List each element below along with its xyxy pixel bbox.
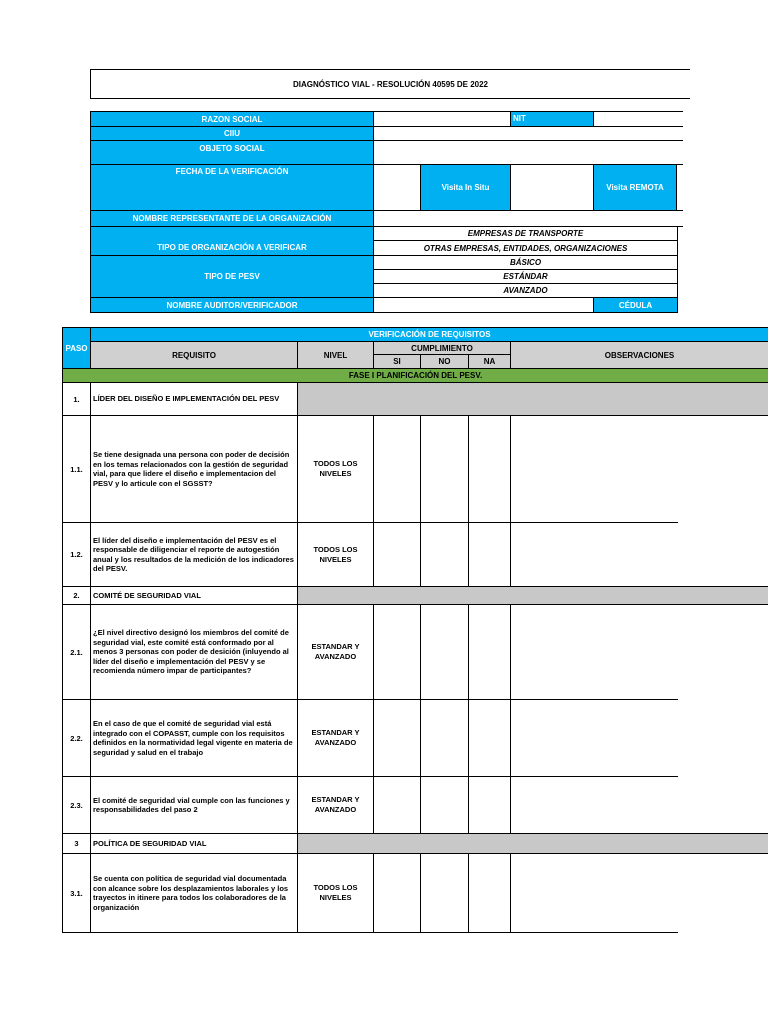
requisito-text: Se cuenta con política de seguridad vial documentada con alcance sobre los desplazamientos laborales y los trayectos in itinere para todos los colaboradores de la organización xyxy=(90,853,298,933)
requisito-header: REQUISITO xyxy=(90,341,298,369)
fase-banner: FASE I PLANIFICACIÓN DEL PESV. xyxy=(62,368,768,383)
nivel-header: NIVEL xyxy=(297,341,374,369)
observaciones-header: OBSERVACIONES xyxy=(510,341,768,369)
nivel-cell: TODOS LOS NIVELES xyxy=(297,853,374,933)
cumplimiento-header: CUMPLIMIENTO xyxy=(373,341,511,355)
no-cell[interactable] xyxy=(420,853,469,933)
representante-label: NOMBRE REPRESENTANTE DE LA ORGANIZACIÓN xyxy=(90,210,374,227)
na-cell[interactable] xyxy=(468,853,511,933)
si-cell[interactable] xyxy=(373,853,421,933)
requisito-text: Se tiene designada una persona con poder de decisión en los temas relacionados con la gestión de seguridad vial, para que lidere el diseño e implementacion del PESV y lo articule con el SGSST? xyxy=(90,415,298,523)
paso-header: PASO xyxy=(62,327,91,369)
section-number: 1. xyxy=(62,382,91,416)
no-header: NO xyxy=(420,354,469,369)
pesv-option-estandar[interactable]: ESTÁNDAR xyxy=(373,269,678,284)
section-shade xyxy=(297,586,768,605)
fecha-field[interactable] xyxy=(373,164,421,211)
section-shade xyxy=(297,382,768,416)
observaciones-cell[interactable] xyxy=(510,522,678,587)
razon-social-field[interactable] xyxy=(373,111,511,127)
section-title: LÍDER DEL DISEÑO E IMPLEMENTACIÓN DEL PESV xyxy=(90,382,298,416)
observaciones-cell[interactable] xyxy=(510,415,678,523)
si-cell[interactable] xyxy=(373,522,421,587)
no-cell[interactable] xyxy=(420,699,469,777)
ciiu-label: CIIU xyxy=(90,126,374,141)
auditor-field[interactable] xyxy=(373,297,594,313)
observaciones-cell[interactable] xyxy=(510,604,678,700)
si-cell[interactable] xyxy=(373,415,421,523)
nivel-cell: ESTANDAR Y AVANZADO xyxy=(297,776,374,834)
requisito-text: El líder del diseño e implementación del PESV es el responsable de diligenciar el reporte de autogestión anual y los resultados de la medición de los indicadores del PESV. xyxy=(90,522,298,587)
na-cell[interactable] xyxy=(468,604,511,700)
section-number: 2. xyxy=(62,586,91,605)
nivel-cell: TODOS LOS NIVELES xyxy=(297,522,374,587)
tipo-organizacion-label: TIPO DE ORGANIZACIÓN A VERIFICAR xyxy=(90,226,374,256)
visita-remota-label: Visita REMOTA xyxy=(593,164,677,211)
si-cell[interactable] xyxy=(373,699,421,777)
nivel-cell: ESTANDAR Y AVANZADO xyxy=(297,699,374,777)
no-cell[interactable] xyxy=(420,776,469,834)
observaciones-cell[interactable] xyxy=(510,699,678,777)
visita-in-situ-field[interactable] xyxy=(510,164,594,211)
verificacion-header: VERIFICACIÓN DE REQUISITOS xyxy=(90,327,768,342)
nivel-cell: TODOS LOS NIVELES xyxy=(297,415,374,523)
na-cell[interactable] xyxy=(468,776,511,834)
no-cell[interactable] xyxy=(420,415,469,523)
row-number: 1.2. xyxy=(62,522,91,587)
no-cell[interactable] xyxy=(420,522,469,587)
nit-label: NIT xyxy=(510,111,594,127)
nivel-cell: ESTANDAR Y AVANZADO xyxy=(297,604,374,700)
na-header: NA xyxy=(468,354,511,369)
na-cell[interactable] xyxy=(468,522,511,587)
row-number: 2.1. xyxy=(62,604,91,700)
visita-in-situ-label: Visita In Situ xyxy=(420,164,511,211)
representante-field[interactable] xyxy=(373,210,683,227)
pesv-option-basico[interactable]: BÁSICO xyxy=(373,255,678,270)
si-cell[interactable] xyxy=(373,776,421,834)
fecha-label: FECHA DE LA VERIFICACIÓN xyxy=(90,164,374,211)
requisito-text: En el caso de que el comité de seguridad vial está integrado con el COPASST, cumple con los requisitos definidos en la normatividad legal vigente en materia de seguridad y salud en el trabajo xyxy=(90,699,298,777)
row-number: 2.3. xyxy=(62,776,91,834)
tipo-pesv-label: TIPO DE PESV xyxy=(90,255,374,298)
na-cell[interactable] xyxy=(468,699,511,777)
objeto-social-field[interactable] xyxy=(373,140,683,165)
section-shade xyxy=(297,833,768,854)
observaciones-cell[interactable] xyxy=(510,853,678,933)
org-option-otras[interactable]: OTRAS EMPRESAS, ENTIDADES, ORGANIZACIONES xyxy=(373,240,678,256)
si-cell[interactable] xyxy=(373,604,421,700)
section-title: COMITÉ DE SEGURIDAD VIAL xyxy=(90,586,298,605)
no-cell[interactable] xyxy=(420,604,469,700)
section-title: POLÍTICA DE SEGURIDAD VIAL xyxy=(90,833,298,854)
document-title: DIAGNÓSTICO VIAL - RESOLUCIÓN 40595 DE 2022 xyxy=(90,69,690,99)
objeto-social-label: OBJETO SOCIAL xyxy=(90,140,374,165)
org-option-transporte[interactable]: EMPRESAS DE TRANSPORTE xyxy=(373,226,678,241)
section-number: 3 xyxy=(62,833,91,854)
row-number: 2.2. xyxy=(62,699,91,777)
na-cell[interactable] xyxy=(468,415,511,523)
ciiu-field[interactable] xyxy=(373,126,683,141)
observaciones-cell[interactable] xyxy=(510,776,678,834)
requisito-text: El comité de seguridad vial cumple con las funciones y responsabilidades del paso 2 xyxy=(90,776,298,834)
si-header: SI xyxy=(373,354,421,369)
pesv-option-avanzado[interactable]: AVANZADO xyxy=(373,283,678,298)
row-number: 3.1. xyxy=(62,853,91,933)
nit-field[interactable] xyxy=(593,111,683,127)
razon-social-label: RAZON SOCIAL xyxy=(90,111,374,127)
auditor-label: NOMBRE AUDITOR/VERIFICADOR xyxy=(90,297,374,313)
cedula-label: CÉDULA xyxy=(593,297,678,313)
row-number: 1.1. xyxy=(62,415,91,523)
requisito-text: ¿El nivel directivo designó los miembros del comité de seguridad vial, este comité está conformado por al menos 3 personas con poder de desición (inluyendo al líder del diseño e implementación del PESV y se recomienda número impar de participantes? xyxy=(90,604,298,700)
